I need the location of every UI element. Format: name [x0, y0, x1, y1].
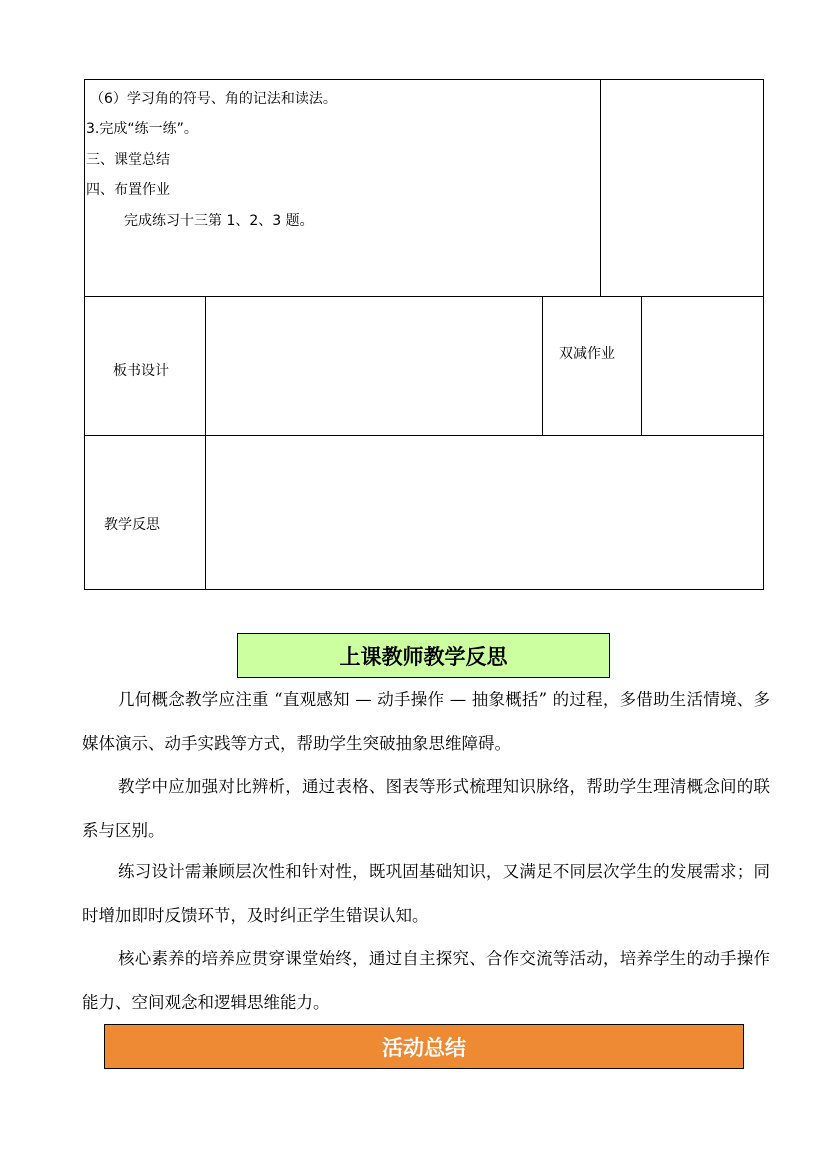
reflection-label: 教学反思	[104, 517, 160, 533]
procedure-line-2: 3.完成“练一练”。	[86, 121, 198, 137]
procedure-divider	[600, 79, 601, 297]
procedure-line-3: 三、课堂总结	[86, 152, 170, 168]
board-label-divider	[205, 296, 206, 590]
reflection-banner: 上课教师教学反思	[237, 633, 610, 678]
homework-label: 双减作业	[559, 346, 615, 362]
reflection-paragraph-4: 核心素养的培养应贯穿课堂始终，通过自主探究、合作交流等活动，培养学生的动手操作能力、空间观念和逻辑思维能力。	[82, 949, 770, 1012]
board-design-label: 板书设计	[113, 363, 169, 379]
procedure-table	[84, 79, 764, 297]
reflection-paragraph-3: 练习设计需兼顾层次性和针对性，既巩固基础知识，又满足不同层次学生的发展需求；同时增加即时反馈环节，及时纠正学生错误认知。	[82, 862, 770, 925]
reflection-paragraph-1: 几何概念教学应注重 “直观感知 — 动手操作 — 抽象概括” 的过程，多借助生活情境、多媒体演示、动手实践等方式，帮助学生突破抽象思维障碍。	[82, 690, 770, 753]
board-homework-divider-right	[641, 296, 642, 436]
summary-banner: 活动总结	[104, 1024, 744, 1069]
procedure-line-4: 四、布置作业	[86, 182, 170, 198]
procedure-line-5: 完成练习十三第 1、2、3 题。	[124, 213, 314, 229]
board-table	[84, 296, 764, 590]
reflection-paragraph-2: 教学中应加强对比辨析，通过表格、图表等形式梳理知识脉络，帮助学生理清概念间的联系与区别。	[82, 777, 770, 840]
board-row-divider	[84, 435, 764, 436]
procedure-line-1: （6）学习角的符号、角的记法和读法。	[90, 91, 337, 107]
board-homework-divider-left	[542, 296, 543, 436]
